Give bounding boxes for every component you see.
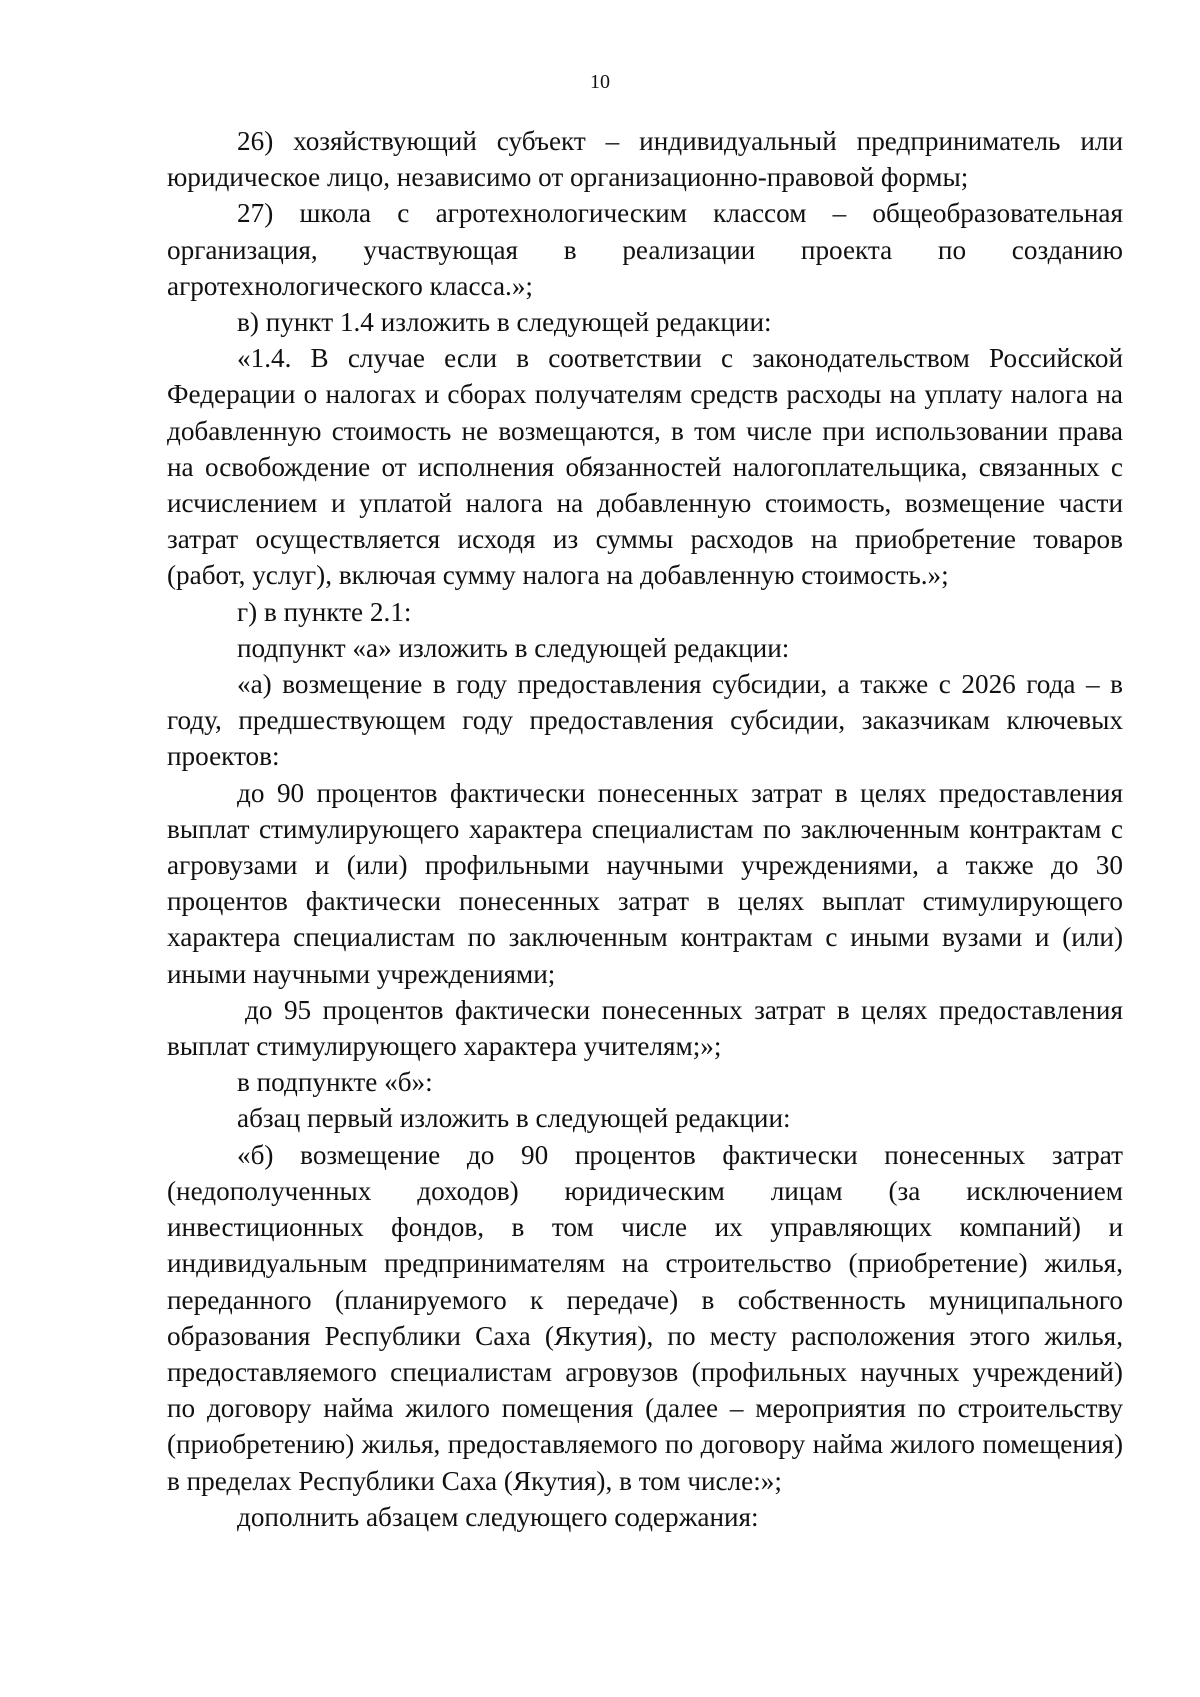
paragraph-item-27: 27) школа с агротехнологическим классом – общеобразовательная организация, участвующая в реализации проекта по созданию агротехнологического класса.»; [167,198,1123,301]
document-body [167,123,1123,1535]
paragraph-first-abzac: абзац первый изложить в следующей редакции: [237,1103,791,1134]
paragraph-point-1-4: «1.4. В случае если в соответствии с законодательством Российской Федерации о налогах и сборах получателям средств расходы на уплату налога на добавленную стоимость не возмещаются, в том числе при использовании права на освобождение от исполнения обязанностей налогоплательщика, связанных с исчислением и уплатой налога на добавленную стоимость, возмещение части затрат осуществляется исходя из суммы расходов на приобретение товаров (работ, услуг), включая сумму налога на добавленную стоимость.»; [167,343,1123,591]
paragraph-item-26: 26) хозяйствующий субъект – индивидуальный предприниматель или юридическое лицо, независимо от организационно-правовой формы; [167,126,1123,193]
paragraph-clause-v: в) пункт 1.4 изложить в следующей редакции: [237,307,772,338]
paragraph-teachers-95-percent: до 95 процентов фактически понесенных затрат в целях предоставления выплат стимулирующего характера учителям;»; [167,994,1123,1062]
page-number: 10 [590,71,610,93]
paragraph-subpoint-b-intro: в подпункте «б»: [237,1067,433,1098]
paragraph-subpoint-a-intro: подпункт «а» изложить в следующей редакции: [237,632,790,663]
paragraph-add-abzac: дополнить абзацем следующего содержания: [237,1501,759,1532]
paragraph-clause-g: г) в пункте 2.1: [237,596,412,627]
paragraph-subpoint-a: «а) возмещение в году предоставления субсидии, а также с 2026 года – в году, предшествующем году предоставления субсидии, заказчикам ключевых проектов: [167,669,1123,772]
paragraph-specialists-90-percent: до 90 процентов фактически понесенных затрат в целях предоставления выплат стимулирующего характера специалистам по заключенным контрактам с агровузами и (или) профильными научными учреждениями, а также до 30 процентов фактически понесенных затрат в целях выплат стимулирующего характера специалистам по заключенным контрактам с иными вузами и (или) иными научными учреждениями; [167,777,1123,989]
paragraph-subpoint-b: «б) возмещение до 90 процентов фактически понесенных затрат (недополученных доходов) юридическим лицам (за исключением инвестиционных фондов, в том числе их управляющих компаний) и индивидуальным предпринимателям на строительство (приобретение) жилья, переданного (планируемого к передаче) в собственность муниципального образования Республики Саха (Якутия), по месту расположения этого жилья, предоставляемого специалистам агровузов (профильных научных учреждений) по договору найма жилого помещения (далее – мероприятия по строительству (приобретению) жилья, предоставляемого по договору найма жилого помещения) в пределах Республики Саха (Якутия), в том числе:»; [167,1139,1123,1496]
